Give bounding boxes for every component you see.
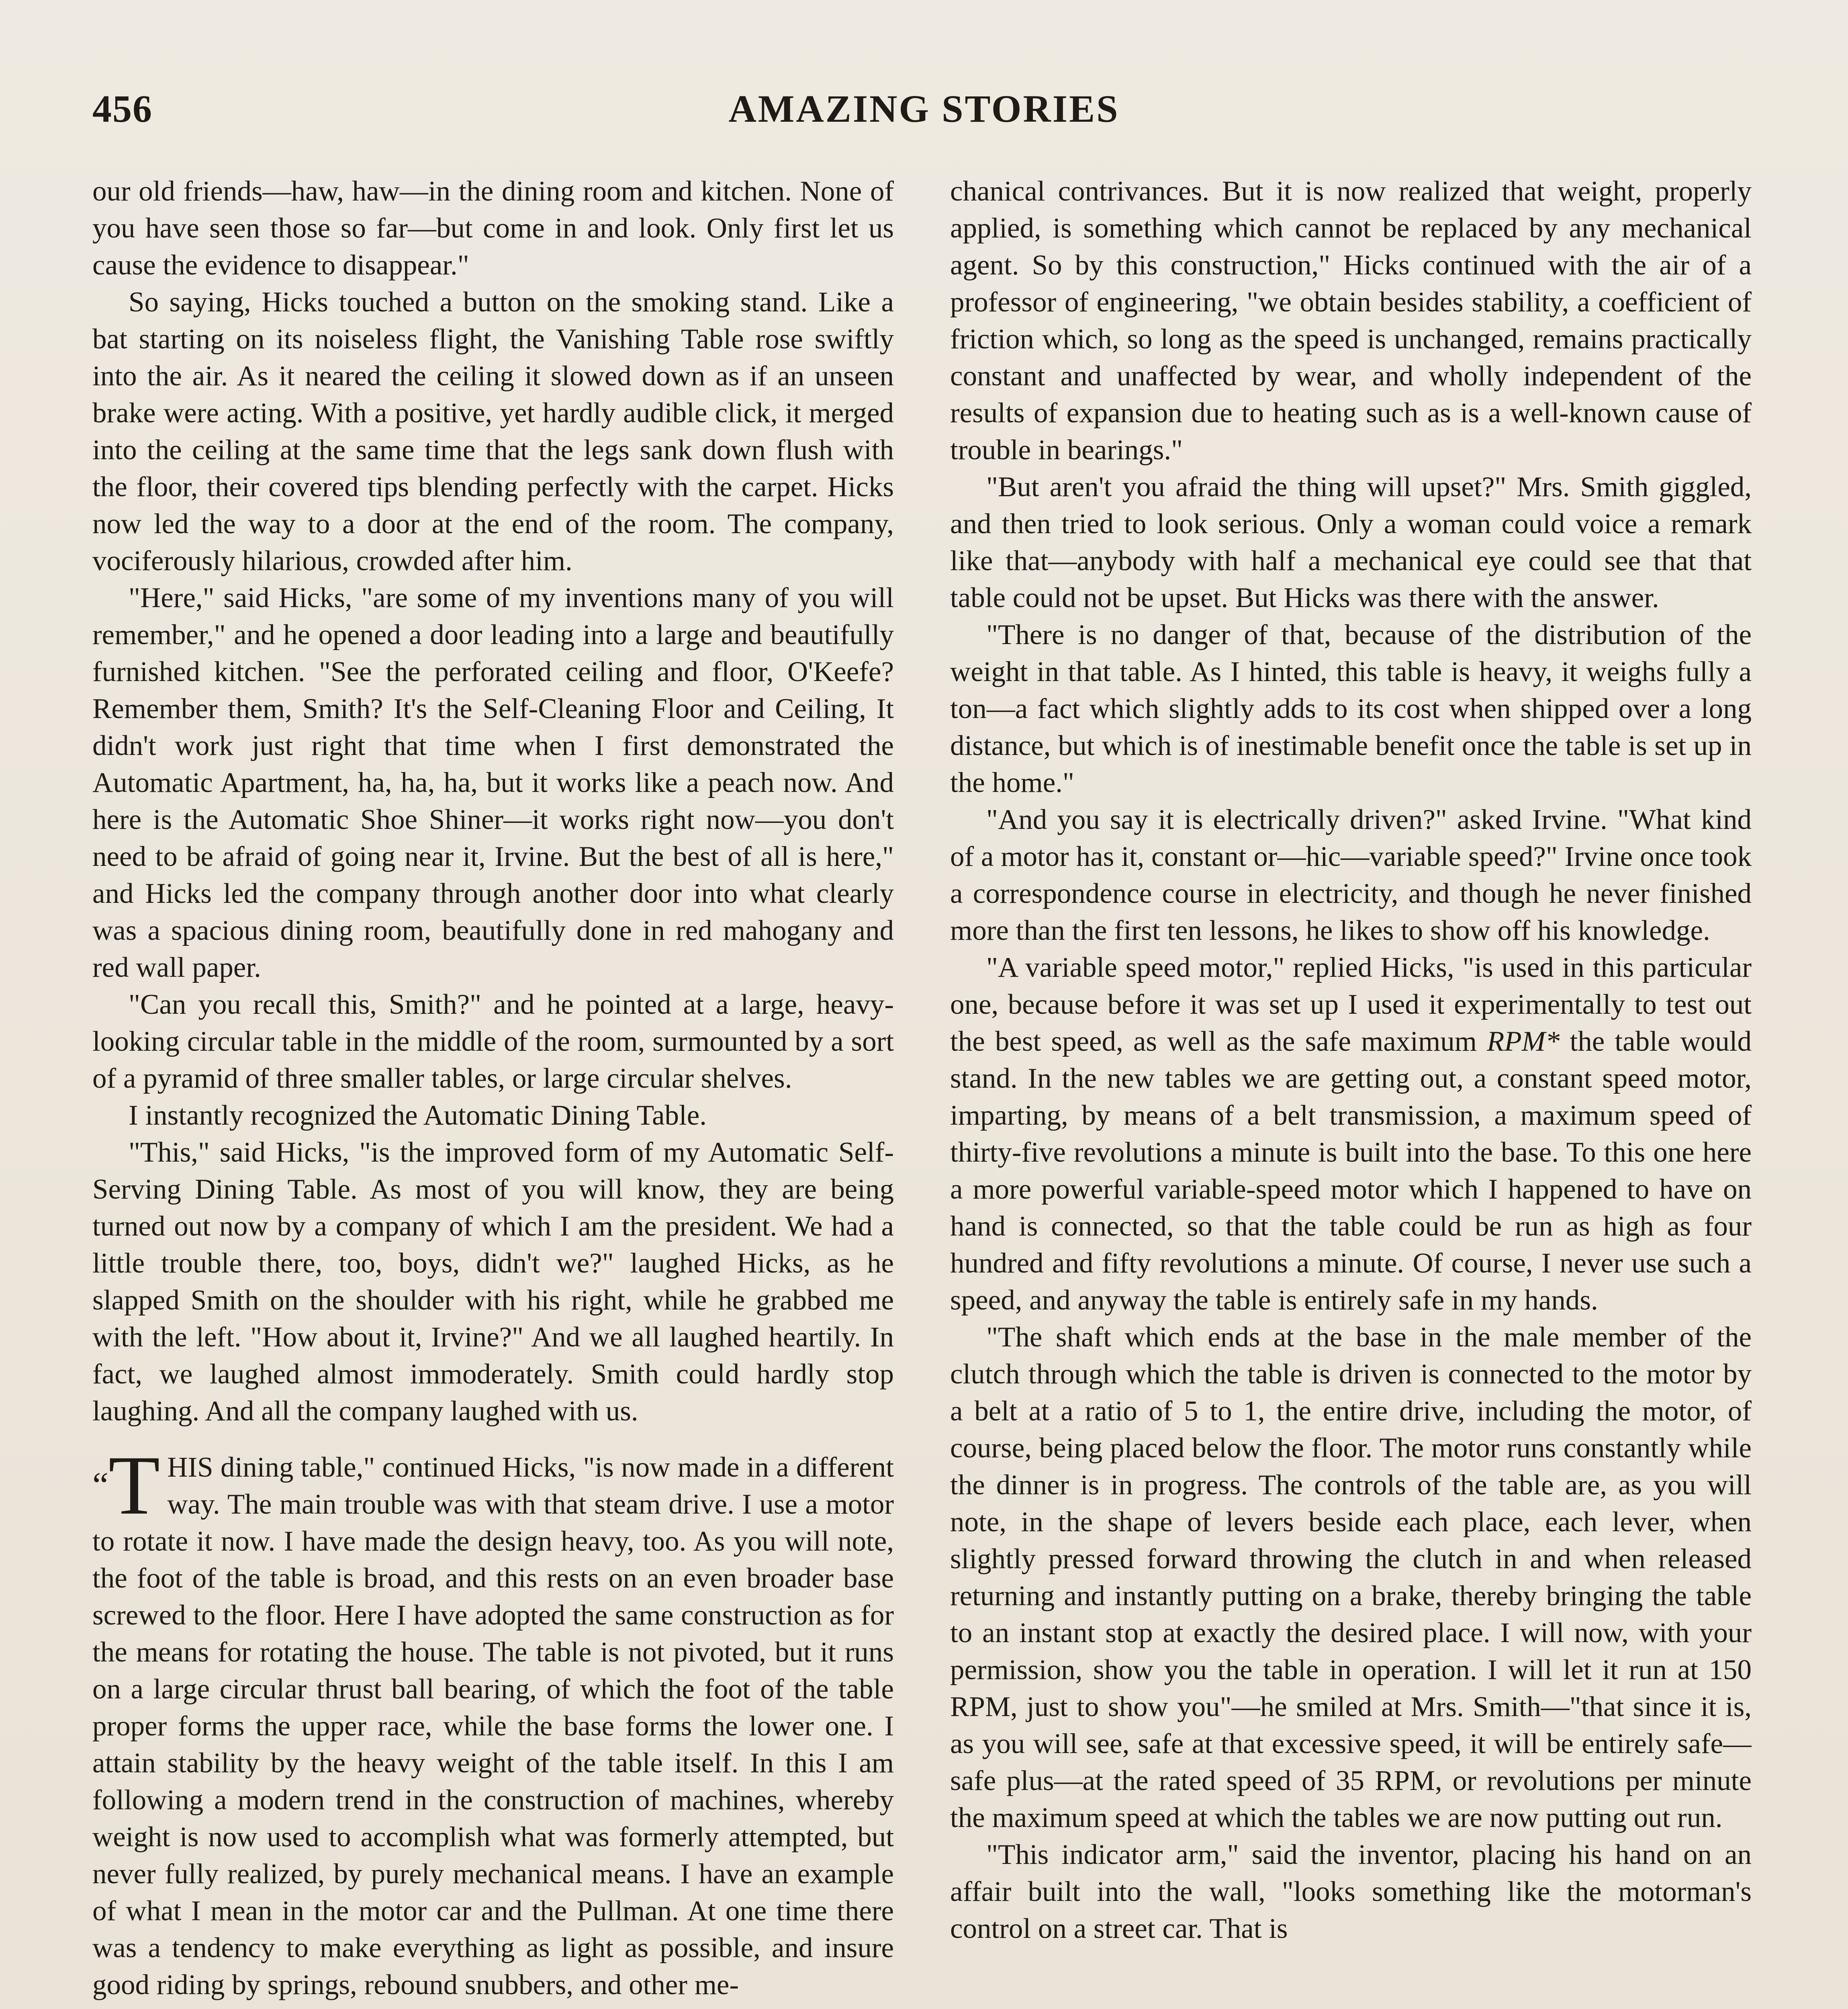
paragraph: "There is no danger of that, because of the distribution of the weight in that table. As I hinted, this table is heavy, it weighs fully a ton—a fact which slightly adds to its cost when shipped over a long distance, but which is of inestimable benefit once the table is set up in the home." <box>950 619 1752 798</box>
paragraph: "Here," said Hicks, "are some of my inventions many of you will remember," and he opened a door leading into a large and beautifully furnished kitchen. "See the perforated ceiling and floor, O'Keefe? Remember them, Smith? It's the Self-Cleaning Floor and Ceiling, It didn't work just right that time when I first demonstrated the Automatic Apartment, ha, ha, ha, but it works like a peach now. And here is the Automatic Shoe Shiner—it works right now—you don't need to be afraid of going near it, Irvine. But the best of all is here," and Hicks led the company through another door into what clearly was a spacious dining room, beautifully done in red mahogany and red wall paper. <box>92 582 894 983</box>
paragraph: "The shaft which ends at the base in the male member of the clutch through which the table is driven is connected to the motor by a belt at a ratio of 5 to 1, the entire drive, including the motor, of course, being placed below the floor. The motor runs constantly while the dinner is in progress. The controls of the table are, as you will note, in the shape of levers beside each place, each lever, when slightly pressed forward throwing the clutch in and when released returning and instantly putting on a brake, thereby bringing the table to an instant stop at exactly the desired place. I will now, with your permission, show you the table in operation. I will let it run at 150 RPM, just to show you"—he smiled at Mrs. Smith—"that since it is, as you will see, safe at that excessive speed, it will be entirely safe—safe plus—at the rated speed of 35 RPM, or revolutions per minute the maximum speed at which the tables we are now putting out run. <box>950 1322 1752 1833</box>
dropcap-paragraph-text: HIS dining table," continued Hicks, "is now made in a different way. The main trouble was with that steam drive. I use a motor to rotate it now. I have made the design heavy, too. As you will note, the foot of the table is broad, and this rests on an even broader base screwed to the floor. Here I have adopted the same construction as for the means for rotating the house. The table is not pivoted, but it runs on a large circular thrust ball bearing, of which the foot of the table proper forms the upper race, while the base forms the lower one. I attain stability by the heavy weight of the table itself. In this I am following a modern trend in the construction of machines, whereby weight is now used to accomplish what was formerly attempted, but never fully realized, by purely mechanical means. I have an example of what I mean in the motor car and the Pullman. At one time there was a tendency to make everything as light as possible, and insure good riding by springs, rebound snubbers, and other me- <box>92 1452 894 2001</box>
drop-cap-quote: “ <box>92 1465 108 1505</box>
left-column <box>92 173 894 2009</box>
right-column <box>950 173 1752 2009</box>
page-number: 456 <box>92 87 153 130</box>
paragraph: So saying, Hicks touched a button on the smoking stand. Like a bat starting on its noiseless flight, the Vanishing Table rose swiftly into the air. As it neared the ceiling it slowed down as if an unseen brake were acting. With a positive, yet hardly audible click, it merged into the ceiling at the same time that the legs sank down flush with the floor, their covered tips blending perfectly with the carpet. Hicks now led the way to a door at the end of the room. The company, vociferously hilarious, crowded after him. <box>92 286 894 577</box>
paragraph: "Can you recall this, Smith?" and he pointed at a large, heavy-looking circular table in the middle of the room, surmounted by a sort of a pyramid of three smaller tables, or large circular shelves. <box>92 989 894 1094</box>
article-body <box>92 173 1756 2009</box>
paragraph: "But aren't you afraid the thing will upset?" Mrs. Smith giggled, and then tried to look serious. Only a woman could voice a remark like that—anybody with half a mechanical eye could see that that table could not be upset. But Hicks was there with the answer. <box>950 471 1752 614</box>
dropcap-paragraph <box>92 1439 894 2003</box>
paragraph-text: the table would stand. In the new tables we are getting out, a constant speed motor, imparting, by means of a belt transmission, a maximum speed of thirty-five revolutions a minute is built into the base. To this one here a more powerful variable-speed motor which I happened to have on hand is connected, so that the table could be run as high as four hundred and fifty revolutions a minute. Of course, I never use such a speed, and anyway the table is entirely safe in my hands. <box>950 1026 1752 1316</box>
drop-cap <box>92 1439 167 1532</box>
paragraph: our old friends—haw, haw—in the dining room and kitchen. None of you have seen those so far—but come in and look. Only first let us cause the evidence to disappear." <box>92 176 894 281</box>
paragraph: "And you say it is electrically driven?" asked Irvine. "What kind of a motor has it, constant or—hic—variable speed?" Irvine once took a correspondence course in electricity, and though he never finished more than the first ten lessons, he likes to show off his knowledge. <box>950 804 1752 946</box>
paragraph: chanical contrivances. But it is now realized that weight, properly applied, is something which cannot be replaced by any mechanical agent. So by this construction," Hicks continued with the air of a professor of engineering, "we obtain besides stability, a coefficient of friction which, so long as the speed is unchanged, remains practically constant and unaffected by wear, and wholly independent of the results of expansion due to heating such as is a well-known cause of trouble in bearings." <box>950 176 1752 466</box>
paragraph: I instantly recognized the Automatic Dining Table. <box>129 1100 707 1131</box>
paragraph-text: "A variable speed motor," replied Hicks, "is used in this particular one, because before it was set up I used it experimentally to test out the best speed, as well as the safe maximum <box>950 952 1752 1057</box>
rpm-footnote-ref: RPM* <box>1487 1026 1560 1057</box>
paragraph <box>950 949 1752 1319</box>
paragraph: "This indicator arm," said the inventor, placing his hand on an affair built into the wall, "looks something like the motorman's control on a street car. That is <box>950 1839 1752 1944</box>
drop-cap-letter: T <box>108 1439 160 1532</box>
page-header <box>92 86 1756 143</box>
magazine-title: AMAZING STORIES <box>728 87 1120 130</box>
paragraph: "This," said Hicks, "is the improved form of my Automatic Self-Serving Dining Table. As most of you will know, they are being turned out now by a company of which I am the president. We had a little trouble there, too, boys, didn't we?" laughed Hicks, as he slapped Smith on the shoulder with his right, while he grabbed me with the left. "How about it, Irvine?" And we all laughed heartily. In fact, we laughed almost immoderately. Smith could hardly stop laughing. And all the company laughed with us. <box>92 1137 894 1427</box>
